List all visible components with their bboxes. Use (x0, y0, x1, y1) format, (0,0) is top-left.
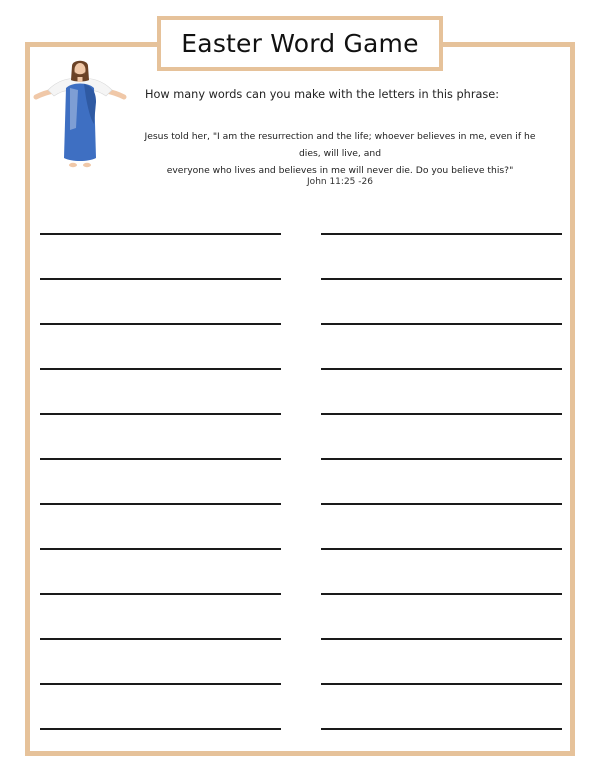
answer-line[interactable] (40, 278, 281, 280)
answer-line[interactable] (40, 593, 281, 595)
answer-line[interactable] (321, 368, 562, 370)
jesus-figure-icon (32, 58, 128, 176)
answer-line[interactable] (40, 503, 281, 505)
answer-line[interactable] (40, 638, 281, 640)
answer-line[interactable] (321, 638, 562, 640)
answer-line[interactable] (321, 278, 562, 280)
answer-line[interactable] (321, 683, 562, 685)
verse-line-1: Jesus told her, "I am the resurrection and the life; whoever believes in me, even if he dies, will live, and (144, 131, 536, 159)
title-banner (157, 16, 443, 71)
answer-line[interactable] (321, 323, 562, 325)
answer-line[interactable] (40, 323, 281, 325)
bible-verse (140, 128, 540, 179)
verse-reference: John 11:25 -26 (307, 177, 373, 187)
answer-line[interactable] (40, 233, 281, 235)
answer-line[interactable] (40, 413, 281, 415)
answer-line[interactable] (321, 593, 562, 595)
answer-line[interactable] (40, 548, 281, 550)
answer-line[interactable] (321, 458, 562, 460)
answer-line[interactable] (321, 548, 562, 550)
answer-line[interactable] (40, 683, 281, 685)
instruction-text: How many words can you make with the letters in this phrase: (145, 88, 500, 101)
answer-line[interactable] (321, 728, 562, 730)
answer-line[interactable] (40, 458, 281, 460)
answer-lines-area (40, 233, 562, 733)
answer-line[interactable] (40, 728, 281, 730)
answer-line[interactable] (321, 233, 562, 235)
answer-line[interactable] (321, 413, 562, 415)
page-title: Easter Word Game (181, 29, 419, 58)
answer-line[interactable] (40, 368, 281, 370)
verse-line-2: everyone who lives and believes in me will never die. Do you believe this?" (166, 165, 514, 176)
answer-line[interactable] (321, 503, 562, 505)
